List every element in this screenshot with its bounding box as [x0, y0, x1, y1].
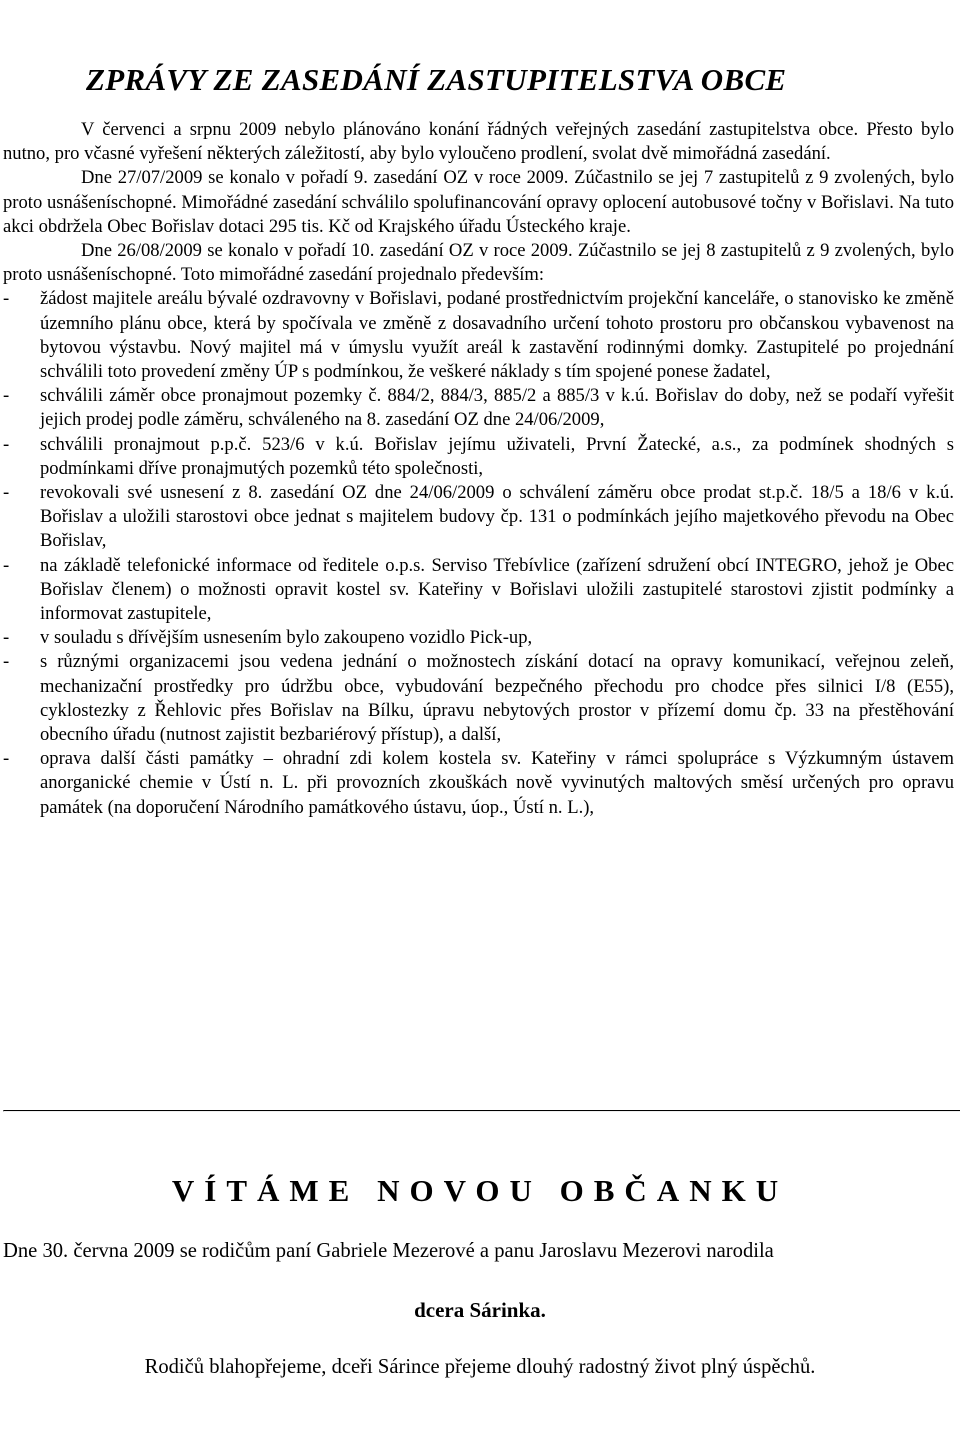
congratulations-text: Rodičů blahopřejeme, dceři Sárince přejeme dlouhý radostný život plný úspěchů.: [144, 1356, 816, 1378]
meeting-report: [3, 118, 954, 820]
resolution-list: [3, 287, 954, 819]
list-marker: -: [3, 288, 10, 310]
list-item: [3, 747, 954, 820]
list-item-text: schválili záměr obce pronajmout pozemky č. 884/2, 884/3, 885/2 a 885/3 v k.ú. Bořislav do doby, než se podaří vyřešit jejich prodej podle záměru, schváleného na 8. zasedání OZ dne 24/06/2009,: [40, 385, 954, 431]
list-marker: -: [3, 433, 10, 455]
baby-name: dcera Sárinka.: [414, 1298, 546, 1322]
list-marker: -: [3, 627, 10, 649]
list-marker: -: [3, 748, 10, 770]
page-title: ZPRÁVY ZE ZASEDÁNÍ ZASTUPITELSTVA OBCE: [86, 62, 787, 97]
paragraph-intro: V červenci a srpnu 2009 nebylo plánováno konání řádných veřejných zasedání zastupitelstva obce. Přesto bylo nutno, pro včasné vyřešení některých záležitostí, aby bylo vyloučeno prodlení, svolat dvě mimořádná zasedání.: [3, 119, 954, 165]
list-item: [3, 554, 954, 627]
list-item-text: s různými organizacemi jsou vedena jednání o možnostech získání dotací na opravy komunikací, veřejnou zeleň, mechanizační prostředky pro údržbu obce, vybudování bezpečného přechodu pro chodce přes silnici I/8 (E55), cyklostezky z Řehlovic přes Bořislav na Bílku, úpravu nebytových prostor v přízemí domu čp. 33 na přestěhování obecního úřadu (nutnost zajistit bezbariérový přístup), a další,: [40, 651, 954, 746]
list-item-text: na základě telefonické informace od ředitele o.p.s. Serviso Třebívlice (zařízení sdružení obcí INTEGRO, jehož je Obec Bořislav členem) o možnosti opravit kostel sv. Kateřiny v Bořislavi uložili zastupitelé starostovi zjistit podmínky a informovat zastupitele,: [40, 554, 954, 625]
list-item: [3, 384, 954, 432]
list-item-text: revokovali své usnesení z 8. zasedání OZ dne 24/06/2009 o schválení záměru obce prodat st.p.č. 18/5 a 18/6 v k.ú. Bořislav a uložili starostovi obce jednat s majitelem budovy čp. 131 o podmínkách jejího majetkového převodu na Obec Bořislav,: [40, 482, 954, 552]
paragraph-meeting-10: Dne 26/08/2009 se konalo v pořadí 10. zasedání OZ v roce 2009. Zúčastnilo se jej 8 zastupitelů z 9 zvolených, bylo proto usnášeníschopné. Toto mimořádné zasedání projednalo především:: [3, 240, 954, 286]
list-item: [3, 287, 954, 384]
list-item: [3, 650, 954, 747]
list-item-text: žádost majitele areálu bývalé ozdravovny v Bořislavi, podané prostřednictvím projekční kanceláře, o stanovisko ke změně územního plánu obce, která by spočívala ve změně z dosavadního určení tohoto prostoru pro občanskou vybavenost na bytovou výstavbu. Nový majitel má v úmyslu využít areál k zastavění rodinnými domky. Zastupitelé po projednání schválili toto provedení změny ÚP s podmínkou, že veškeré náklady s tím spojené ponese žadatel,: [40, 288, 954, 383]
birth-announcement: Dne 30. června 2009 se rodičům paní Gabriele Mezerové a panu Jaroslavu Mezerovi narodila: [3, 1240, 774, 1262]
welcome-heading: VÍTÁME NOVOU OBČANKU: [171, 1173, 789, 1208]
list-item-text: oprava další části památky – ohradní zdi kolem kostela sv. Kateřiny v rámci spolupráce s Výzkumným ústavem anorganické chemie v Ústí n. L. při provozních zkouškách nově vyvinutých maltových směsí určených pro opravu památek (na doporučení Národního památkového ústavu, úop., Ústí n. L.),: [40, 748, 954, 818]
list-marker: -: [3, 554, 10, 576]
list-item-text: schválili pronajmout p.p.č. 523/6 v k.ú. Bořislav jejímu uživateli, První Žatecké, a.s., za podmínek shodných s podmínkami dříve pronajmutých pozemků této společnosti,: [40, 433, 954, 479]
list-item: [3, 481, 954, 554]
list-marker: -: [3, 385, 10, 407]
list-item-text: v souladu s dřívějším usnesením bylo zakoupeno vozidlo Pick-up,: [40, 627, 533, 649]
list-marker: -: [3, 651, 10, 673]
paragraph-meeting-9: Dne 27/07/2009 se konalo v pořadí 9. zasedání OZ v roce 2009. Zúčastnilo se jej 7 zastupitelů z 9 zvolených, bylo proto usnášeníschopné. Mimořádné zasedání schválilo spolufinancování opravy oplocení autobusové točny v Bořislavi. Na tuto akci obdržela Obec Bořislav dotaci 295 tis. Kč od Krajského úřadu Ústeckého kraje.: [3, 167, 954, 237]
list-item: [3, 433, 954, 481]
section-divider: [3, 1110, 960, 1112]
list-item: [3, 626, 954, 650]
list-marker: -: [3, 482, 10, 504]
